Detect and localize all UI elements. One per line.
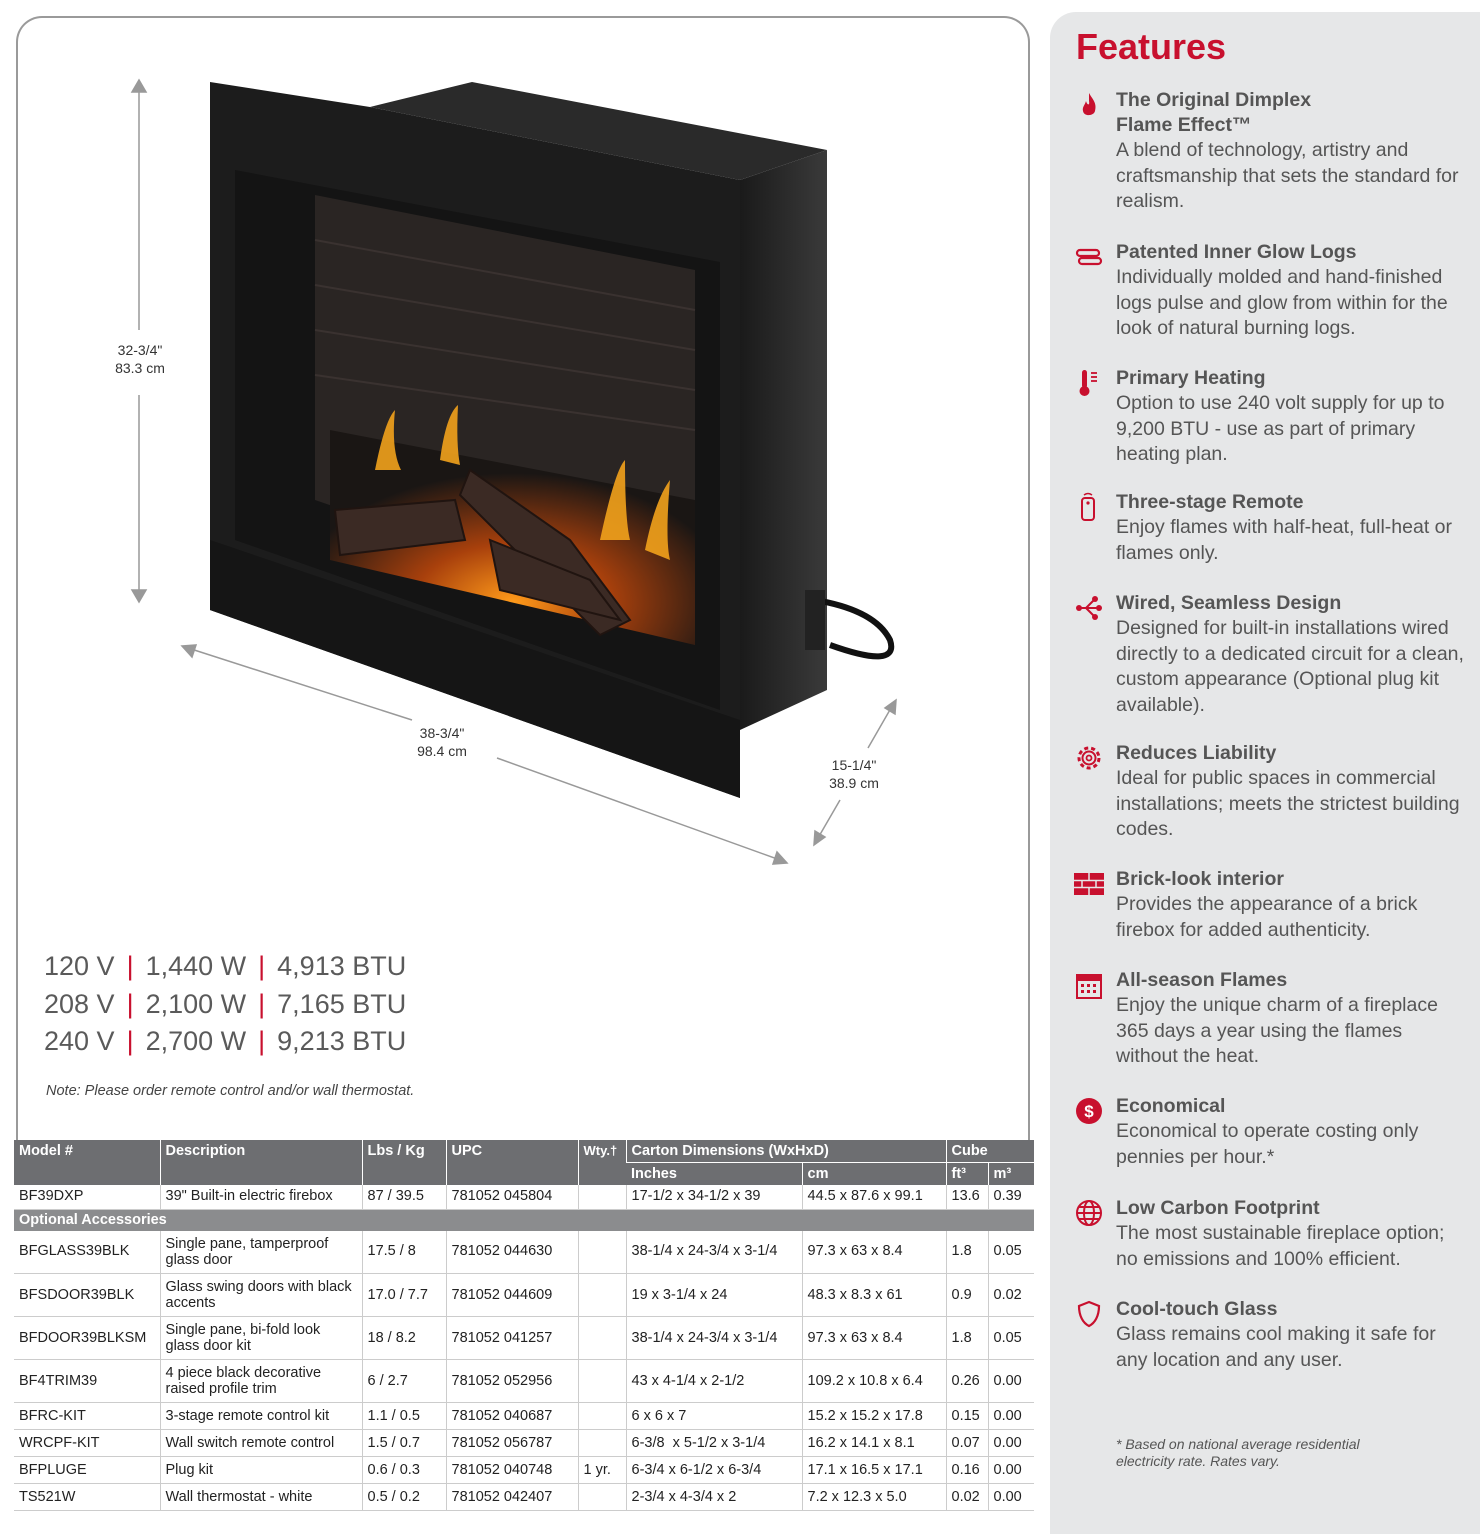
cell-ft3: 0.02 — [946, 1484, 988, 1511]
cell-weight: 6 / 2.7 — [362, 1360, 446, 1403]
svg-text:$: $ — [1084, 1102, 1094, 1121]
cell-m3: 0.00 — [988, 1430, 1034, 1457]
cell-m3: 0.05 — [988, 1317, 1034, 1360]
accessories-label: Optional Accessories — [14, 1209, 1034, 1231]
cell-m3: 0.02 — [988, 1274, 1034, 1317]
separator: | — [126, 951, 134, 981]
cell-model: BFDOOR39BLKSM — [14, 1317, 160, 1360]
cell-cm: 48.3 x 8.3 x 61 — [802, 1274, 946, 1317]
cell-cm: 97.3 x 63 x 8.4 — [802, 1231, 946, 1274]
cell-m3: 0.05 — [988, 1231, 1034, 1274]
feature-desc: Designed for built-in installations wired directly to a dedicated circuit for a clean, custom appearance (Optional plug kit available). — [1116, 617, 1464, 716]
cell-ft3: 0.16 — [946, 1457, 988, 1484]
table-row — [14, 1317, 1034, 1360]
separator: | — [258, 1026, 266, 1056]
cell-cm: 7.2 x 12.3 x 5.0 — [802, 1484, 946, 1511]
cell-m3: 0.00 — [988, 1403, 1034, 1430]
feature-title: Economical — [1116, 1095, 1226, 1117]
features-sidebar — [1050, 12, 1480, 1534]
feature-title: The Original Dimplex Flame Effect™ — [1116, 89, 1312, 136]
thermometer-icon — [1074, 368, 1104, 398]
dollar-icon — [1074, 1096, 1104, 1126]
feature-desc: Economical to operate costing only pennies per hour.* — [1116, 1120, 1419, 1168]
feature-title: Reduces Liability — [1116, 742, 1277, 764]
separator: | — [258, 951, 266, 981]
cell-description: Glass swing doors with black accents — [160, 1274, 362, 1317]
cell-weight: 17.5 / 8 — [362, 1231, 446, 1274]
cell-inches: 6-3/8 x 5-1/2 x 3-1/4 — [626, 1430, 802, 1457]
spec-row — [44, 948, 406, 986]
header-model: Model # — [14, 1140, 160, 1185]
footnote: * Based on national average residential electricity rate. Rates vary. — [1116, 1436, 1360, 1469]
table-row — [14, 1403, 1034, 1430]
cell-warranty — [578, 1484, 626, 1511]
feature-desc: Individually molded and hand-finished logs pulse and glow from within for the look of natural burning logs. — [1116, 266, 1448, 339]
wattage: 2,100 W — [145, 988, 247, 1019]
cell-m3: 0.39 — [988, 1185, 1034, 1209]
depth-inches: 15-1/4" — [831, 757, 877, 773]
cell-warranty — [578, 1317, 626, 1360]
table-header-row — [14, 1140, 1034, 1163]
cell-upc: 781052 042407 — [446, 1484, 578, 1511]
cell-upc: 781052 045804 — [446, 1185, 578, 1209]
feature-desc: The most sustainable fireplace option; no emissions and 100% efficient. — [1116, 1222, 1445, 1270]
cell-warranty — [578, 1403, 626, 1430]
network-icon — [1074, 593, 1104, 623]
width-inches: 38-3/4" — [419, 725, 465, 741]
cell-ft3: 13.6 — [946, 1185, 988, 1209]
voltage: 240 V — [44, 1026, 115, 1056]
cell-cm: 109.2 x 10.8 x 6.4 — [802, 1360, 946, 1403]
cell-weight: 1.5 / 0.7 — [362, 1430, 446, 1457]
cell-weight: 0.5 / 0.2 — [362, 1484, 446, 1511]
cell-weight: 18 / 8.2 — [362, 1317, 446, 1360]
depth-dimension — [814, 756, 894, 792]
cell-warranty — [578, 1185, 626, 1209]
cell-description: Single pane, bi-fold look glass door kit — [160, 1317, 362, 1360]
feature-desc: A blend of technology, artistry and craftsmanship that sets the standard for realism. — [1116, 139, 1459, 212]
cell-warranty — [578, 1430, 626, 1457]
depth-cm: 38.9 cm — [829, 775, 879, 791]
cell-model: BFPLUGE — [14, 1457, 160, 1484]
header-m3: m³ — [988, 1163, 1034, 1186]
header-inches: Inches — [626, 1163, 802, 1186]
brick-icon — [1074, 869, 1104, 899]
cell-cm: 16.2 x 14.1 x 8.1 — [802, 1430, 946, 1457]
cell-warranty — [578, 1360, 626, 1403]
cell-model: BFGLASS39BLK — [14, 1231, 160, 1274]
header-carton: Carton Dimensions (WxHxD) — [626, 1140, 946, 1163]
cell-m3: 0.00 — [988, 1457, 1034, 1484]
cell-ft3: 0.07 — [946, 1430, 988, 1457]
header-warranty: Wty.† — [578, 1140, 626, 1185]
remote-icon — [1074, 492, 1104, 522]
spec-row — [44, 986, 406, 1024]
cell-inches: 17-1/2 x 34-1/2 x 39 — [626, 1185, 802, 1209]
cell-ft3: 0.9 — [946, 1274, 988, 1317]
feature-title: Brick-look interior — [1116, 868, 1284, 890]
cell-description: Wall switch remote control — [160, 1430, 362, 1457]
cell-upc: 781052 040748 — [446, 1457, 578, 1484]
feature-desc: Ideal for public spaces in commercial installations; meets the strictest building codes. — [1116, 767, 1460, 840]
section-row — [14, 1209, 1034, 1231]
globe-icon — [1074, 1198, 1104, 1228]
logs-icon — [1074, 242, 1104, 272]
cell-upc: 781052 041257 — [446, 1317, 578, 1360]
cell-description: Wall thermostat - white — [160, 1484, 362, 1511]
cell-upc: 781052 056787 — [446, 1430, 578, 1457]
cell-inches: 38-1/4 x 24-3/4 x 3-1/4 — [626, 1317, 802, 1360]
table-row — [14, 1360, 1034, 1403]
feature-desc: Enjoy flames with half-heat, full-heat or flames only. — [1116, 516, 1452, 564]
cell-description: 39" Built-in electric firebox — [160, 1185, 362, 1209]
cell-model: BF4TRIM39 — [14, 1360, 160, 1403]
voltage: 208 V — [44, 988, 115, 1019]
cell-ft3: 0.26 — [946, 1360, 988, 1403]
cell-cm: 15.2 x 15.2 x 17.8 — [802, 1403, 946, 1430]
feature-title: All-season Flames — [1116, 969, 1288, 991]
width-cm: 98.4 cm — [417, 743, 467, 759]
spec-row — [44, 1023, 406, 1061]
btu: 7,165 BTU — [277, 988, 407, 1019]
header-description: Description — [160, 1140, 362, 1185]
cell-inches: 38-1/4 x 24-3/4 x 3-1/4 — [626, 1231, 802, 1274]
table-row — [14, 1185, 1034, 1209]
table-row — [14, 1231, 1034, 1274]
voltage: 120 V — [44, 951, 115, 981]
order-note: Note: Please order remote control and/or wall thermostat. — [46, 1083, 415, 1099]
cell-ft3: 1.8 — [946, 1231, 988, 1274]
wattage: 2,700 W — [145, 1026, 247, 1056]
cell-model: TS521W — [14, 1484, 160, 1511]
power-specs — [44, 948, 406, 1061]
height-inches: 32-3/4" — [117, 342, 163, 358]
separator: | — [258, 988, 266, 1019]
feature-title: Cool-touch Glass — [1116, 1298, 1278, 1320]
cell-upc: 781052 044630 — [446, 1231, 578, 1274]
shield-icon — [1074, 1299, 1104, 1329]
header-cube: Cube — [946, 1140, 1034, 1163]
cell-description: 4 piece black decorative raised profile trim — [160, 1360, 362, 1403]
cell-inches: 43 x 4-1/4 x 2-1/2 — [626, 1360, 802, 1403]
btu: 4,913 BTU — [277, 951, 407, 981]
cell-warranty — [578, 1231, 626, 1274]
feature-desc: Glass remains cool making it safe for any location and any user. — [1116, 1323, 1436, 1371]
feature-title: Primary Heating — [1116, 367, 1266, 389]
header-upc: UPC — [446, 1140, 578, 1185]
cell-warranty — [578, 1274, 626, 1317]
gear-icon — [1074, 743, 1104, 773]
separator: | — [126, 988, 134, 1019]
table-row — [14, 1274, 1034, 1317]
header-cm: cm — [802, 1163, 946, 1186]
header-ft3: ft³ — [946, 1163, 988, 1186]
cell-inches: 19 x 3-1/4 x 24 — [626, 1274, 802, 1317]
cell-weight: 17.0 / 7.7 — [362, 1274, 446, 1317]
width-dimension — [402, 724, 482, 760]
height-cm: 83.3 cm — [115, 360, 165, 376]
feature-title: Wired, Seamless Design — [1116, 592, 1342, 614]
cell-model: BFRC-KIT — [14, 1403, 160, 1430]
spec-table — [14, 1140, 1034, 1511]
cell-description: 3-stage remote control kit — [160, 1403, 362, 1430]
separator: | — [126, 1026, 134, 1056]
feature-desc: Enjoy the unique charm of a fireplace 365 days a year using the flames without the heat. — [1116, 994, 1438, 1067]
calendar-icon — [1074, 970, 1104, 1000]
feature-desc: Option to use 240 volt supply for up to 9,200 BTU - use as part of primary heating plan. — [1116, 392, 1445, 465]
feature-title: Low Carbon Footprint — [1116, 1197, 1320, 1219]
cell-description: Plug kit — [160, 1457, 362, 1484]
btu: 9,213 BTU — [277, 1026, 407, 1056]
cell-description: Single pane, tamperproof glass door — [160, 1231, 362, 1274]
feature-title: Three-stage Remote — [1116, 491, 1304, 513]
wattage: 1,440 W — [145, 951, 247, 981]
cell-cm: 44.5 x 87.6 x 99.1 — [802, 1185, 946, 1209]
cell-cm: 97.3 x 63 x 8.4 — [802, 1317, 946, 1360]
flame-icon — [1074, 90, 1104, 120]
cell-model: BF39DXP — [14, 1185, 160, 1209]
cell-cm: 17.1 x 16.5 x 17.1 — [802, 1457, 946, 1484]
cell-m3: 0.00 — [988, 1484, 1034, 1511]
cell-model: WRCPF-KIT — [14, 1430, 160, 1457]
cell-m3: 0.00 — [988, 1360, 1034, 1403]
cell-upc: 781052 052956 — [446, 1360, 578, 1403]
height-dimension — [100, 341, 180, 377]
cell-weight: 0.6 / 0.3 — [362, 1457, 446, 1484]
cell-weight: 1.1 / 0.5 — [362, 1403, 446, 1430]
cell-upc: 781052 044609 — [446, 1274, 578, 1317]
table-row — [14, 1430, 1034, 1457]
table-row — [14, 1457, 1034, 1484]
feature-title: Patented Inner Glow Logs — [1116, 241, 1357, 263]
cell-weight: 87 / 39.5 — [362, 1185, 446, 1209]
cell-inches: 6 x 6 x 7 — [626, 1403, 802, 1430]
cell-upc: 781052 040687 — [446, 1403, 578, 1430]
cell-inches: 2-3/4 x 4-3/4 x 2 — [626, 1484, 802, 1511]
cell-ft3: 0.15 — [946, 1403, 988, 1430]
header-weight: Lbs / Kg — [362, 1140, 446, 1185]
cell-inches: 6-3/4 x 6-1/2 x 6-3/4 — [626, 1457, 802, 1484]
table-row — [14, 1484, 1034, 1511]
feature-desc: Provides the appearance of a brick firebox for added authenticity. — [1116, 893, 1418, 941]
cell-model: BFSDOOR39BLK — [14, 1274, 160, 1317]
cell-ft3: 1.8 — [946, 1317, 988, 1360]
features-title: Features — [1076, 26, 1227, 67]
cell-warranty: 1 yr. — [578, 1457, 626, 1484]
